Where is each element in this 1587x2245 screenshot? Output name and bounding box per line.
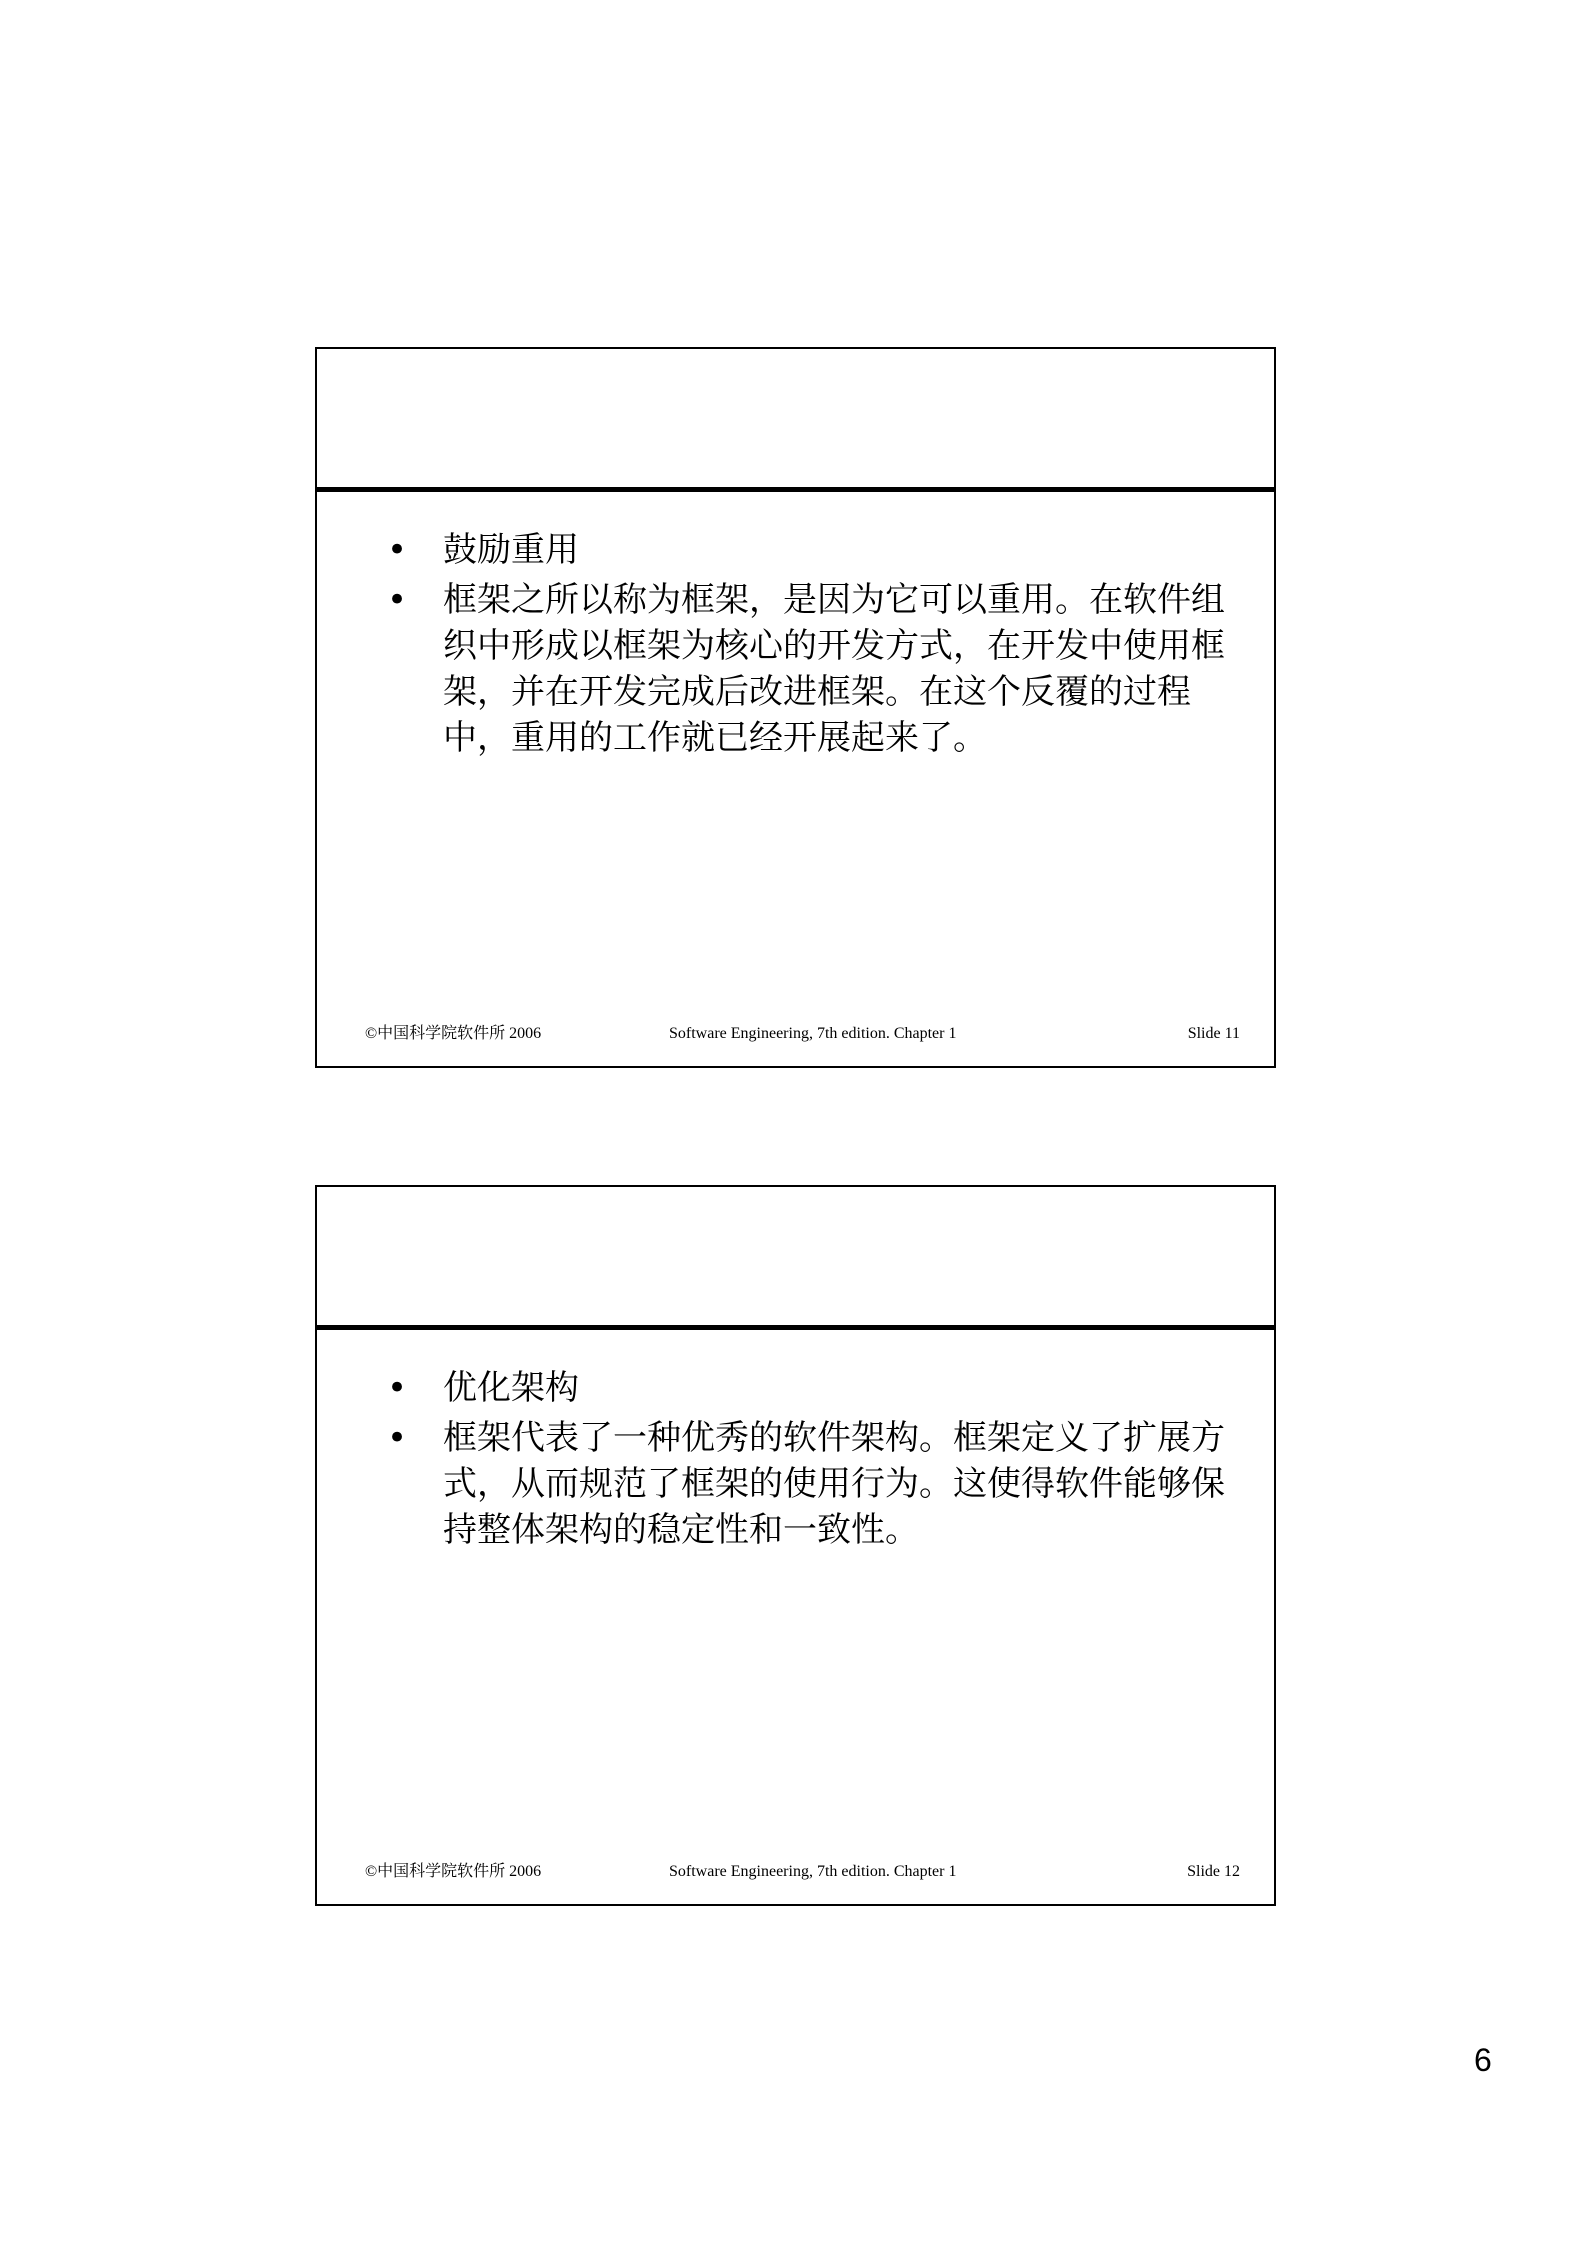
bullet-text: 鼓励重用 bbox=[443, 530, 579, 570]
footer-slide-number: Slide 12 bbox=[1187, 1863, 1240, 1880]
bullet-item bbox=[387, 1365, 1233, 1411]
slide-12 bbox=[315, 1185, 1276, 1906]
page-number: 6 bbox=[1474, 2042, 1492, 2078]
bullet-dot-icon: • bbox=[387, 530, 408, 570]
bullet-text: 框架代表了一种优秀的软件架构。框架定义了扩展方式，从而规范了框架的使用行为。这使得软件能够保持整体架构的稳定性和一致性。 bbox=[443, 1418, 1225, 1550]
bullet-item bbox=[387, 577, 1233, 761]
footer-copyright: ©中国科学院软件所 2006 bbox=[365, 1863, 542, 1880]
slide-title-area bbox=[317, 349, 1274, 492]
bullet-item bbox=[387, 527, 1233, 573]
footer-copyright: ©中国科学院软件所 2006 bbox=[365, 1025, 542, 1042]
slide-11 bbox=[315, 347, 1276, 1068]
bullet-item bbox=[387, 1415, 1233, 1553]
footer-course: Software Engineering, 7th edition. Chapter 1 bbox=[669, 1863, 957, 1880]
slide-title-area bbox=[317, 1187, 1274, 1330]
bullet-list bbox=[387, 1365, 1233, 1557]
bullet-list bbox=[387, 527, 1233, 765]
footer-slide-number: Slide 11 bbox=[1187, 1025, 1240, 1042]
bullet-dot-icon: • bbox=[387, 1418, 408, 1458]
bullet-dot-icon: • bbox=[387, 580, 408, 620]
bullet-dot-icon: • bbox=[387, 1368, 408, 1408]
bullet-text: 优化架构 bbox=[443, 1368, 579, 1408]
footer-course: Software Engineering, 7th edition. Chapter 1 bbox=[669, 1025, 957, 1042]
bullet-text: 框架之所以称为框架，是因为它可以重用。在软件组织中形成以框架为核心的开发方式，在开发中使用框架，并在开发完成后改进框架。在这个反覆的过程中，重用的工作就已经开展起来了。 bbox=[443, 580, 1225, 758]
